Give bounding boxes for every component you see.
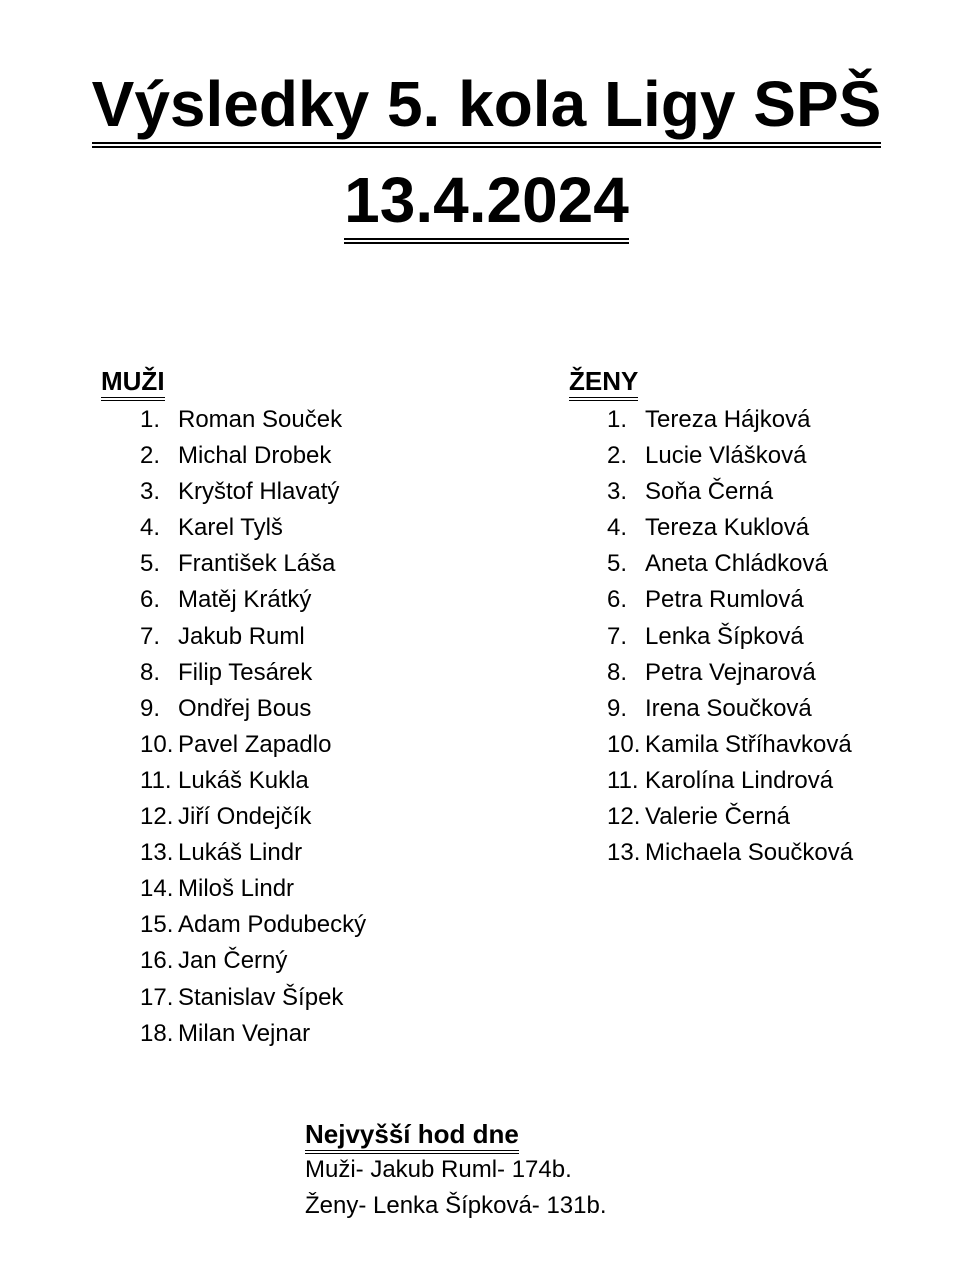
result-rank: 4. xyxy=(607,514,628,542)
result-item xyxy=(140,582,366,618)
result-rank: 16. xyxy=(140,947,174,975)
result-rank: 17. xyxy=(140,983,174,1011)
result-item xyxy=(607,474,853,510)
result-name: Matěj Krátký xyxy=(178,586,312,614)
result-rank: 14. xyxy=(140,875,174,903)
result-rank: 1. xyxy=(140,406,161,433)
result-name: Roman Souček xyxy=(178,406,343,433)
result-name: Lukáš Kukla xyxy=(178,766,309,794)
result-item xyxy=(607,727,853,763)
result-name: Lukáš Lindr xyxy=(178,839,303,867)
result-item xyxy=(140,871,366,907)
result-name: Pavel Zapadlo xyxy=(178,730,332,758)
result-rank: 3. xyxy=(140,478,161,506)
result-name: Petra Rumlová xyxy=(645,586,804,614)
result-name: Kamila Stříhavková xyxy=(645,730,852,758)
result-name: Filip Tesárek xyxy=(178,658,313,686)
result-name: Lucie Vlášková xyxy=(645,442,807,470)
result-rank: 4. xyxy=(140,514,161,542)
result-item xyxy=(140,474,366,510)
men-results-list xyxy=(140,402,366,1052)
result-item xyxy=(607,655,853,691)
result-item xyxy=(140,546,366,582)
page-date: 13.4.2024 xyxy=(0,168,973,232)
result-item xyxy=(140,943,366,979)
result-name: Petra Vejnarová xyxy=(645,658,816,686)
best-throw-heading: Nejvyšší hod dne xyxy=(305,1116,607,1152)
women-heading: ŽENY xyxy=(569,368,638,394)
result-item xyxy=(607,582,853,618)
result-name: Karel Tylš xyxy=(178,514,283,542)
result-rank: 8. xyxy=(607,658,628,686)
result-name: Miloš Lindr xyxy=(178,875,295,903)
result-rank: 7. xyxy=(607,622,628,650)
result-rank: 1. xyxy=(607,406,628,433)
result-rank: 15. xyxy=(140,911,174,939)
result-item xyxy=(140,980,366,1016)
result-rank: 5. xyxy=(140,550,161,578)
men-heading: MUŽI xyxy=(101,368,165,394)
page-title: Výsledky 5. kola Ligy SPŠ xyxy=(0,72,973,136)
result-item xyxy=(140,799,366,835)
result-name: Aneta Chládková xyxy=(645,550,828,578)
result-item xyxy=(140,763,366,799)
result-name: Kryštof Hlavatý xyxy=(178,478,340,506)
result-item xyxy=(140,727,366,763)
result-item xyxy=(607,402,853,438)
result-item xyxy=(140,907,366,943)
result-rank: 9. xyxy=(140,694,161,722)
result-item xyxy=(607,763,853,799)
result-name: Tereza Hájková xyxy=(645,406,811,433)
best-throw-women: Ženy- Lenka Šípková- 131b. xyxy=(305,1192,607,1219)
result-item xyxy=(140,1016,366,1052)
result-name: Jiří Ondejčík xyxy=(178,803,312,831)
result-name: Jan Černý xyxy=(178,947,288,975)
result-rank: 6. xyxy=(140,586,161,614)
result-rank: 12. xyxy=(140,803,174,831)
result-item xyxy=(607,546,853,582)
result-item xyxy=(607,799,853,835)
result-rank: 6. xyxy=(607,586,628,614)
result-rank: 13. xyxy=(607,839,641,867)
result-name: Stanislav Šípek xyxy=(178,983,344,1011)
women-results-list xyxy=(607,402,853,871)
result-item xyxy=(140,510,366,546)
result-rank: 13. xyxy=(140,839,174,867)
result-rank: 5. xyxy=(607,550,628,578)
result-name: Karolína Lindrová xyxy=(645,766,834,794)
result-item xyxy=(607,691,853,727)
result-name: František Láša xyxy=(178,550,336,578)
result-item xyxy=(140,619,366,655)
result-rank: 11. xyxy=(607,766,639,794)
result-name: Ondřej Bous xyxy=(178,694,312,722)
result-name: Michal Drobek xyxy=(178,442,332,470)
result-item xyxy=(140,835,366,871)
result-rank: 18. xyxy=(140,1019,174,1047)
result-item xyxy=(140,402,366,438)
result-rank: 10. xyxy=(140,730,174,758)
result-name: Tereza Kuklová xyxy=(645,514,810,542)
result-name: Irena Součková xyxy=(645,694,812,722)
result-item xyxy=(607,510,853,546)
result-rank: 2. xyxy=(140,442,161,470)
result-rank: 9. xyxy=(607,694,628,722)
result-name: Jakub Ruml xyxy=(178,622,305,650)
result-item xyxy=(607,619,853,655)
best-throw-men: Muži- Jakub Ruml- 174b. xyxy=(305,1156,572,1183)
result-rank: 2. xyxy=(607,442,628,470)
result-item xyxy=(607,835,853,871)
result-name: Milan Vejnar xyxy=(178,1019,311,1047)
result-rank: 10. xyxy=(607,730,641,758)
result-name: Lenka Šípková xyxy=(645,622,804,650)
result-name: Adam Podubecký xyxy=(178,911,367,939)
result-rank: 3. xyxy=(607,478,628,506)
result-rank: 12. xyxy=(607,803,641,831)
result-name: Valerie Černá xyxy=(645,803,790,831)
result-rank: 8. xyxy=(140,658,161,686)
result-name: Soňa Černá xyxy=(645,478,774,506)
result-name: Michaela Součková xyxy=(645,839,854,867)
result-item xyxy=(140,655,366,691)
result-item xyxy=(140,438,366,474)
best-throw-section xyxy=(305,1116,607,1224)
result-rank: 11. xyxy=(140,766,172,794)
result-item xyxy=(607,438,853,474)
result-item xyxy=(140,691,366,727)
result-rank: 7. xyxy=(140,622,161,650)
